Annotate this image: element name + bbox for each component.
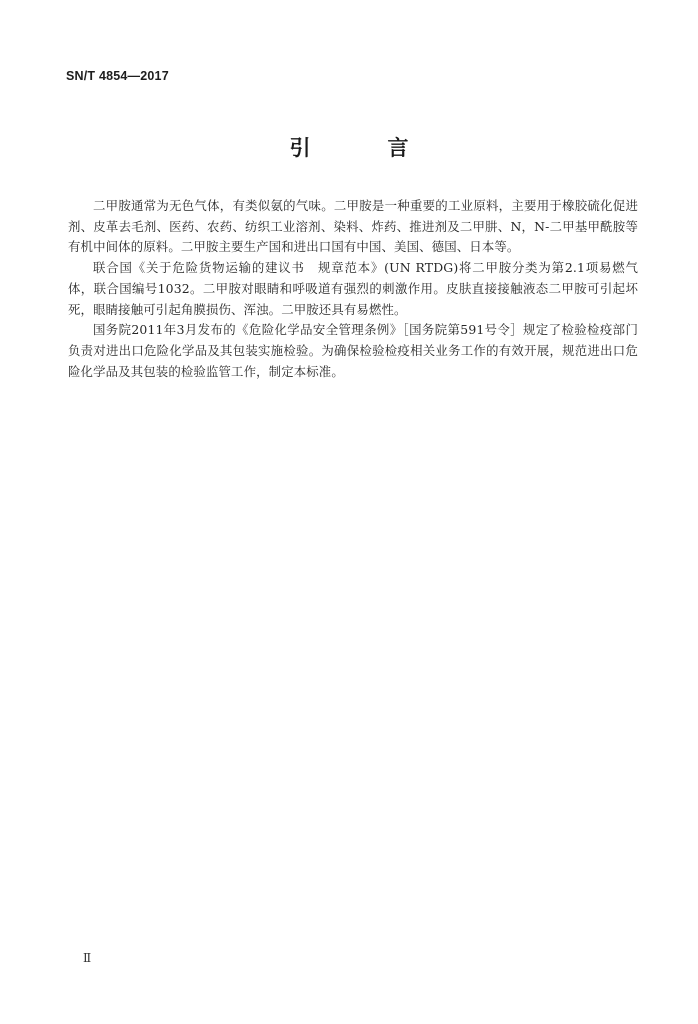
page-number: Ⅱ: [83, 951, 92, 965]
paragraph-1: 二甲胺通常为无色气体，有类似氨的气味。二甲胺是一种重要的工业原料，主要用于橡胶硫化促进剂、皮革去毛剂、医药、农药、纺织工业溶剂、染料、炸药、推进剂及二甲肼、N，N-二甲基甲酰胺等有机中间体的原料。二甲胺主要生产国和进出口国有中国、美国、德国、日本等。: [68, 198, 638, 255]
paragraph-2: 联合国《关于危险货物运输的建议书 规章范本》(UN RTDG)将二甲胺分类为第2.1项易燃气体，联合国编号1032。二甲胺对眼睛和呼吸道有强烈的刺激作用。皮肤直接接触液态二甲胺可引起坏死，眼睛接触可引起角膜损伤、浑浊。二甲胺还具有易燃性。: [68, 260, 638, 317]
page-title: 引 言: [289, 136, 437, 160]
introduction-body: [68, 196, 638, 382]
paragraph-3: 国务院2011年3月发布的《危险化学品安全管理条例》［国务院第591号令］规定了检验检疫部门负责对进出口危险化学品及其包装实施检验。为确保检验检疫相关业务工作的有效开展，规范进出口危险化学品及其包装的检验监管工作，制定本标准。: [68, 322, 638, 379]
standard-code: SN/T 4854—2017: [66, 69, 169, 83]
